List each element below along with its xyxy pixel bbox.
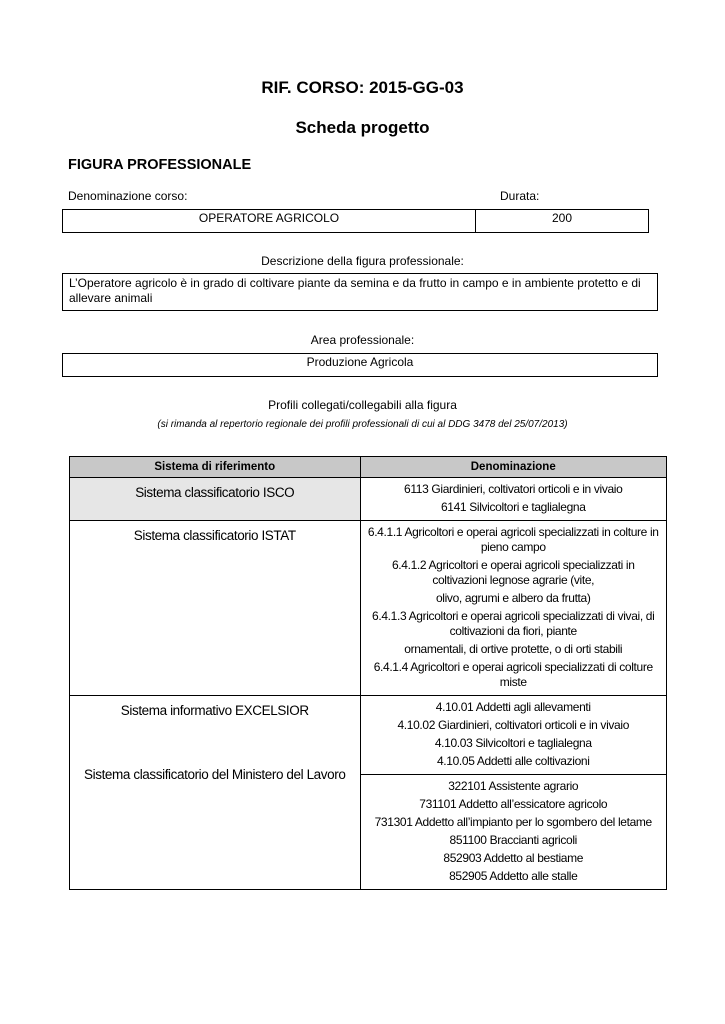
area-label: Area professionale: xyxy=(310,333,415,347)
section-heading: FIGURA PROFESSIONALE xyxy=(68,157,252,173)
list-item: ornamentali, di ortive protette, o di orti stabili xyxy=(404,642,623,656)
sistema-cell: Sistema classificatorio ISTAT xyxy=(70,521,361,696)
durata-value: 200 xyxy=(551,211,573,225)
descrizione-label: Descrizione della figura professionale: xyxy=(261,254,464,268)
list-item: 731101 Addetto all’essicatore agricolo xyxy=(419,797,608,811)
list-item: 6.4.1.3 Agricoltori e operai agricoli specializzati di vivai, di coltivazioni da fiori, piante xyxy=(372,609,655,638)
durata-label: Durata: xyxy=(500,189,540,203)
profili-table xyxy=(69,456,667,890)
denominazione-cell xyxy=(360,478,667,521)
sistema-excelsior: Sistema informativo EXCELSIOR xyxy=(120,703,309,718)
sistema-ministero: Sistema classificatorio del Ministero del Lavoro xyxy=(84,767,346,782)
list-item: 852903 Addetto al bestiame xyxy=(443,851,584,865)
table-row xyxy=(70,521,667,696)
sistema-cell-merged xyxy=(70,696,361,890)
list-item: 322101 Assistente agrario xyxy=(448,779,579,793)
page-subtitle: Scheda progetto xyxy=(295,118,430,137)
table-row xyxy=(70,478,667,521)
list-item: 4.10.03 Silvicoltori e taglialegna xyxy=(434,736,592,750)
list-item: 6.4.1.4 Agricoltori e operai agricoli specializzati di colture miste xyxy=(373,660,653,689)
list-item: 4.10.01 Addetti agli allevamenti xyxy=(435,700,591,714)
list-item: 6.4.1.2 Agricoltori e operai agricoli specializzati in coltivazioni legnose agrarie (vite, xyxy=(391,558,635,587)
denominazione-cell xyxy=(360,775,667,890)
list-item: 851100 Braccianti agricoli xyxy=(449,833,577,847)
list-item: 4.10.02 Giardinieri, coltivatori orticoli e in vivaio xyxy=(397,718,630,732)
area-box xyxy=(62,353,658,377)
descrizione-box xyxy=(62,273,658,311)
profili-note: (si rimanda al repertorio regionale dei profili professionali di cui al DDG 3478 del 25/07/2013) xyxy=(157,419,568,430)
descrizione-value: L’Operatore agricolo è in grado di coltivare piante da semina e da frutto in campo e in ambiente protetto e di allevare animali xyxy=(69,276,641,305)
denominazione-label: Denominazione corso: xyxy=(68,189,188,203)
col-denominazione-header: Denominazione xyxy=(360,457,667,478)
denominazione-value: OPERATORE AGRICOLO xyxy=(198,211,340,225)
list-item: 6.4.1.1 Agricoltori e operai agricoli specializzati in colture in pieno campo xyxy=(367,525,659,554)
list-item: olivo, agrumi e albero da frutta) xyxy=(435,591,591,605)
denominazione-cell xyxy=(360,696,667,775)
profili-label: Profili collegati/collegabili alla figura xyxy=(268,398,457,412)
table-row xyxy=(70,696,667,775)
table-header-row xyxy=(70,457,667,478)
list-item: 6113 Giardinieri, coltivatori orticoli e in vivaio xyxy=(404,482,623,496)
denominazione-cell xyxy=(360,521,667,696)
rif-corso-title: RIF. CORSO: 2015-GG-03 xyxy=(261,78,464,97)
list-item: 731301 Addetto all’impianto per lo sgombero del letame xyxy=(374,815,652,829)
denominazione-box xyxy=(62,209,649,233)
list-item: 6141 Silvicoltori e taglialegna xyxy=(440,500,586,514)
list-item: 4.10.05 Addetti alle coltivazioni xyxy=(436,754,590,768)
area-value: Produzione Agricola xyxy=(306,355,414,369)
col-sistema-header: Sistema di riferimento xyxy=(70,457,361,478)
sistema-cell: Sistema classificatorio ISCO xyxy=(70,478,361,521)
list-item: 852905 Addetto alle stalle xyxy=(449,869,578,883)
